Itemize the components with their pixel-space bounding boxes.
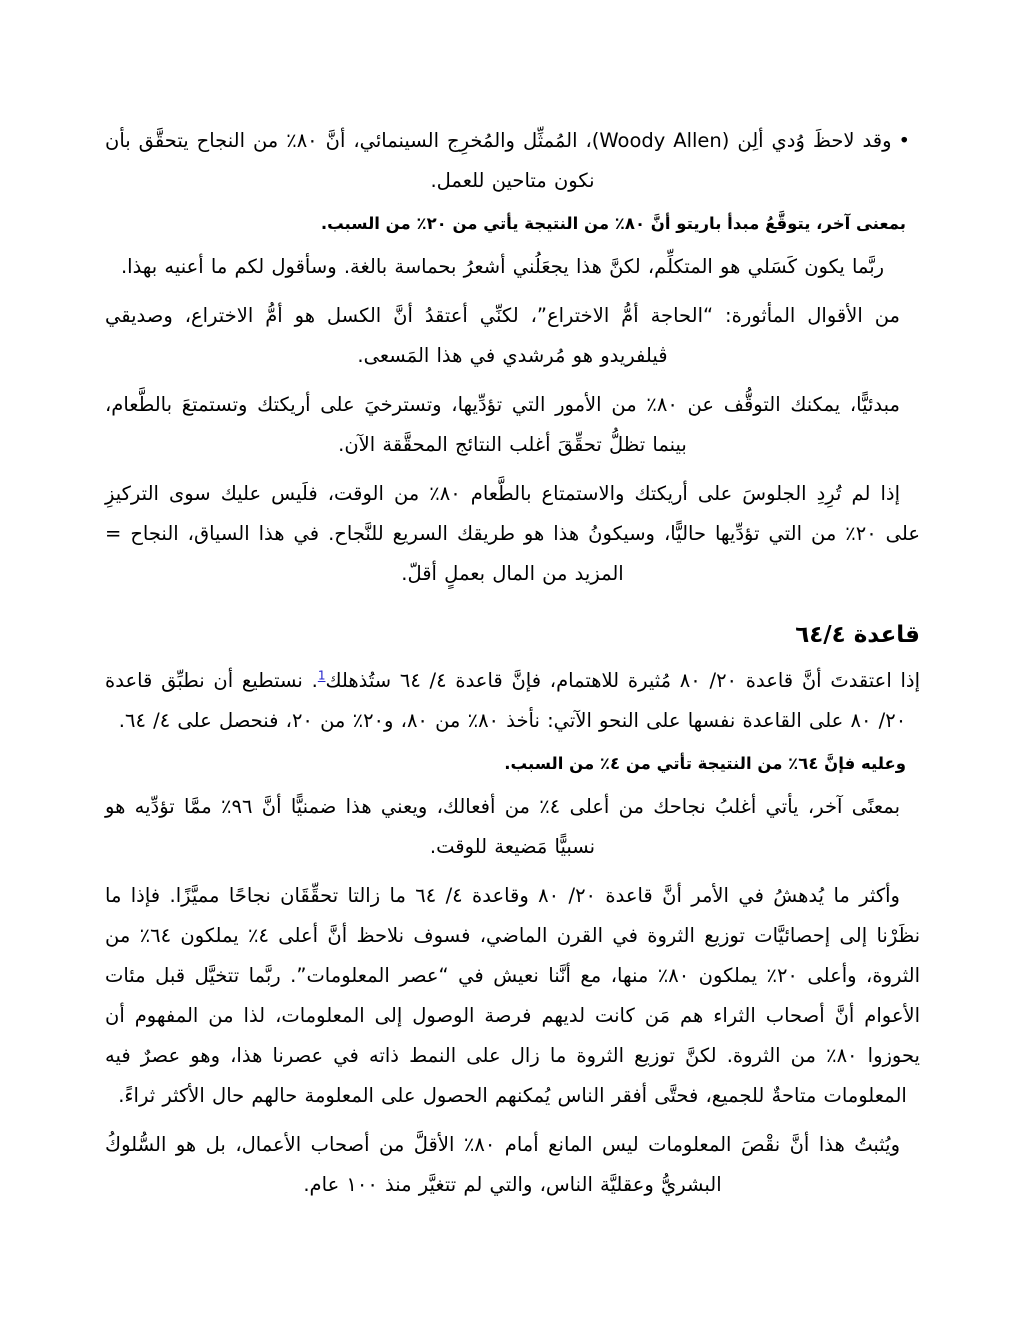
paragraph-laziness: ربَّما يكون كَسَلي هو المتكلِّم، لكنَّ هذا يجعَلُني أشعرُ بحماسة بالغة. وسأقول لكم ما أعنيه بهذا. [120,255,885,278]
paragraph-wealth-distribution: وأكثر ما يُدهشُ في الأمر أنَّ قاعدة ٢٠/ ٨٠ وقاعدة ٤/ ٦٤ ما زالتا تحقِّقَان نجاحًا مميَّزًا. فإذا ما نظَرْنا إلى إحصائيَّات توزيع الثروة في القرن الماضي، فسوف نلاحظ أنَّ أعلى ٤٪ يملكون ٦٤٪ من الثروة، وأعلى ٢٠٪ يملكون ٨٠٪ منها، مع أنَّنا نعيش في “عصر المعلومات”. ربَّما تتخيَّل قبل مئات الأعوام أنَّ أصحاب الثراء هم مَن كانت لديهم فرصة الوصول إلى المعلومات، لذا من المفهوم أن يحوزوا ٨٠٪ من الثروة. لكنَّ توزيع الثروة ما زال على النمط ذاته في عصرنا هذا، وهو عصرٌ فيه المعلومات متاحةٌ للجميع، فحتَّى أفقر الناس يُمكنهم الحصول على المعلومة حالهم حال الأكثر ثراءً. [105,884,920,1107]
result-64-4-quote: وعليه فإنَّ ٦٤٪ من النتيجة تأتي من ٤٪ من السبب. [504,754,906,773]
rule-derivation-text-a: إذا اعتقدتَ أنَّ قاعدة ٢٠/ ٨٠ مُثيرة للاهتمام، فإنَّ قاعدة ٤/ ٦٤ ستُذهلك [325,669,920,692]
pareto-principle-quote: بمعنى آخر، يتوقَّعُ مبدأ باريتو أنَّ ٨٠٪ من النتيجة يأتي من ٢٠٪ من السبب. [320,214,906,233]
section-heading-64-4-rule: قاعدة ٦٤/٤ [795,622,920,648]
rule-derivation-text-b: . نستطيع أن نطبِّق قاعدة ٢٠/ ٨٠ على القاعدة نفسها على النحو الآتي: نأخذ ٨٠٪ من ٨٠، و٢٠٪ من ٢٠، فنحصل على ٤/ ٦٤. [105,669,907,732]
paragraph-stop-80: مبدئيًّا، يمكنك التوقُّف عن ٨٠٪ من الأمور التي تؤدِّيها، وتسترخيَ على أريكتك وتستمتعَ بالطَّعام، بينما تظلُّ تحقِّقَ أغلب النتائج المحقَّقة الآن. [105,393,901,456]
paragraph-human-behavior: ويُثبتُ هذا أنَّ نقْصَ المعلومات ليس المانع أمام ٨٠٪ الأقلَّ من أصحاب الأعمال، بل هو السُّلوكُ البشريُّ وعقليَّة الناس، والتي لم تتغيَّر منذ ١٠٠ عام. [105,1133,900,1196]
paragraph-focus-20: إذا لم تُرِدِ الجلوسَ على أريكتك والاستمتاع بالطَّعام ٨٠٪ من الوقت، فلَيس عليك سوى التركيزِ على ٢٠٪ من التي تؤدِّيها حاليًّا، وسيكونُ هذا هو طريقك السريع للنَّجاح. في هذا السياق، النجاح = المزيد من المال بعملٍ أقلّ. [105,482,920,585]
paragraph-sayings: من الأقوال المأثورة: “الحاجة أمُّ الاختراع”، لكنِّي أعتقدُ أنَّ الكسل هو أمُّ الاختراع، وصديقي ڤيلفريدو هو مُرشدي في هذا المَسعى. [105,304,900,367]
paragraph-rule-derivation [105,661,920,741]
bullet-paragraph [105,121,920,201]
bullet-paragraph-text: وقد لاحظَ وُدي ألِن (Woody Allen)، المُمثِّل والمُخرِج السينمائي، أنَّ ٨٠٪ من النجاح يتحقَّق بأن نكون متاحين للعمل. [105,129,892,192]
footnote-link-1[interactable]: 1 [317,668,326,683]
paragraph-96-waste: بمعنًى آخر، يأتي أغلبُ نجاحك من أعلى ٤٪ من أفعالك، ويعني هذا ضمنيًّا أنَّ ٩٦٪ ممَّا تؤدِّيه هو نسبيًّا مَضيعة للوقت. [105,795,900,858]
bullet-marker: • [898,129,910,152]
